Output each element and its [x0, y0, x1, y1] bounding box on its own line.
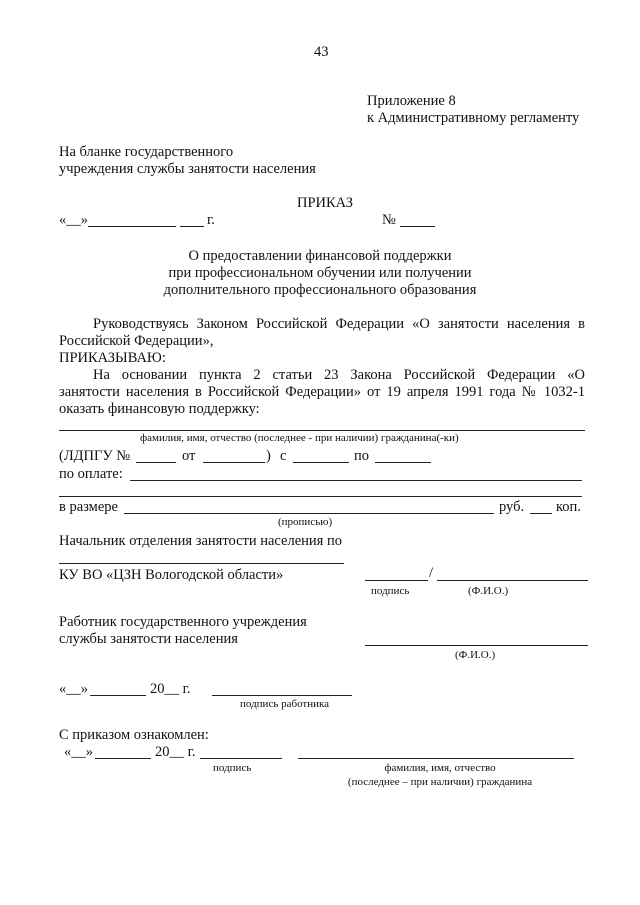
- order-subject-line2: при профессиональном обучении или получении: [168, 265, 472, 281]
- worker-date-day: «__»: [59, 681, 88, 697]
- period-from-blank: [293, 462, 349, 463]
- order-date-day: «__»: [59, 212, 88, 228]
- ldpgu-from: от: [182, 448, 196, 464]
- appendix-reference: к Административному регламенту: [367, 110, 580, 126]
- ack-caption-signature: подпись: [213, 762, 252, 774]
- basis-line3: оказать финансовую поддержку:: [59, 401, 260, 417]
- order-title: ПРИКАЗ: [297, 195, 354, 211]
- ack-fio-blank: [298, 758, 574, 759]
- guided-line2: Российской Федерации»,: [59, 333, 214, 349]
- worker-title-line1: Работник государственного учреждения: [59, 614, 307, 630]
- fio-blank: [59, 430, 585, 431]
- period-to: по: [354, 448, 370, 464]
- order-subject-line1: О предоставлении финансовой поддержки: [188, 248, 452, 264]
- ldpgu-date-blank: [203, 462, 265, 463]
- ldpgu-number-blank: [136, 462, 176, 463]
- letterhead-line1: На бланке государственного: [59, 144, 234, 160]
- ack-date-year: 20__ г.: [155, 744, 196, 760]
- ldpgu-label: (ЛДПГУ №: [59, 448, 131, 464]
- order-subject-line3: дополнительного профессионального образования: [163, 282, 477, 298]
- head-caption-fio: (Ф.И.О.): [468, 585, 509, 597]
- amount-caption: (прописью): [278, 516, 333, 528]
- head-title-blank: [59, 563, 344, 564]
- order-date-month-blank: [88, 226, 176, 227]
- worker-date-year: 20__ г.: [150, 681, 191, 697]
- worker-caption-fio: (Ф.И.О.): [455, 649, 496, 661]
- ack-caption-fio-line1: фамилия, имя, отчество: [384, 762, 496, 774]
- order-date-year-blank: [180, 226, 204, 227]
- appendix-number: Приложение 8: [367, 93, 456, 109]
- worker-title-line2: службы занятости населения: [59, 631, 238, 647]
- head-signature-blank: [365, 580, 428, 581]
- period-to-blank: [375, 462, 431, 463]
- basis-line1: На основании пункта 2 статьи 23 Закона Российской Федерации «О: [93, 367, 585, 383]
- kop-label: коп.: [556, 499, 581, 515]
- kop-blank: [530, 513, 552, 514]
- page-number: 43: [314, 44, 329, 60]
- head-slash: /: [429, 565, 434, 581]
- guided-line1: Руководствуясь Законом Российской Федерации «О занятости населения в: [93, 316, 585, 332]
- payment-label: по оплате:: [59, 466, 123, 482]
- amount-blank: [124, 513, 494, 514]
- order-number-blank: [400, 226, 435, 227]
- worker-date-month-blank: [90, 695, 146, 696]
- order-date-year-mark: г.: [207, 212, 215, 228]
- ldpgu-close: ): [266, 448, 271, 464]
- head-fio-blank: [437, 580, 588, 581]
- worker-signature-blank: [212, 695, 352, 696]
- ack-label: С приказом ознакомлен:: [59, 727, 209, 743]
- ack-date-day: «__»: [64, 744, 93, 760]
- order-number-mark: №: [382, 212, 396, 228]
- ack-caption-fio-line2: (последнее – при наличии) гражданина: [347, 776, 533, 788]
- rub-label: руб.: [499, 499, 525, 515]
- amount-label: в размере: [59, 499, 118, 515]
- period-from: с: [280, 448, 287, 464]
- worker-caption-signature: подпись работника: [240, 698, 330, 710]
- payment-blank: [130, 480, 582, 481]
- head-title-line1: Начальник отделения занятости населения по: [59, 533, 342, 549]
- head-caption-signature: подпись: [371, 585, 410, 597]
- fio-caption: фамилия, имя, отчество (последнее - при наличии) гражданина(-ки): [140, 432, 459, 444]
- payment-blank-2: [59, 496, 582, 497]
- worker-fio-blank: [365, 645, 588, 646]
- ack-signature-blank: [200, 758, 282, 759]
- order-word: ПРИКАЗЫВАЮ:: [59, 350, 166, 366]
- ack-date-month-blank: [95, 758, 151, 759]
- basis-line2: занятости населения в Российской Федерации» от 19 апреля 1991 года № 1032-1: [59, 384, 585, 400]
- head-title-line2: КУ ВО «ЦЗН Вологодской области»: [59, 567, 284, 583]
- letterhead-line2: учреждения службы занятости населения: [59, 161, 316, 177]
